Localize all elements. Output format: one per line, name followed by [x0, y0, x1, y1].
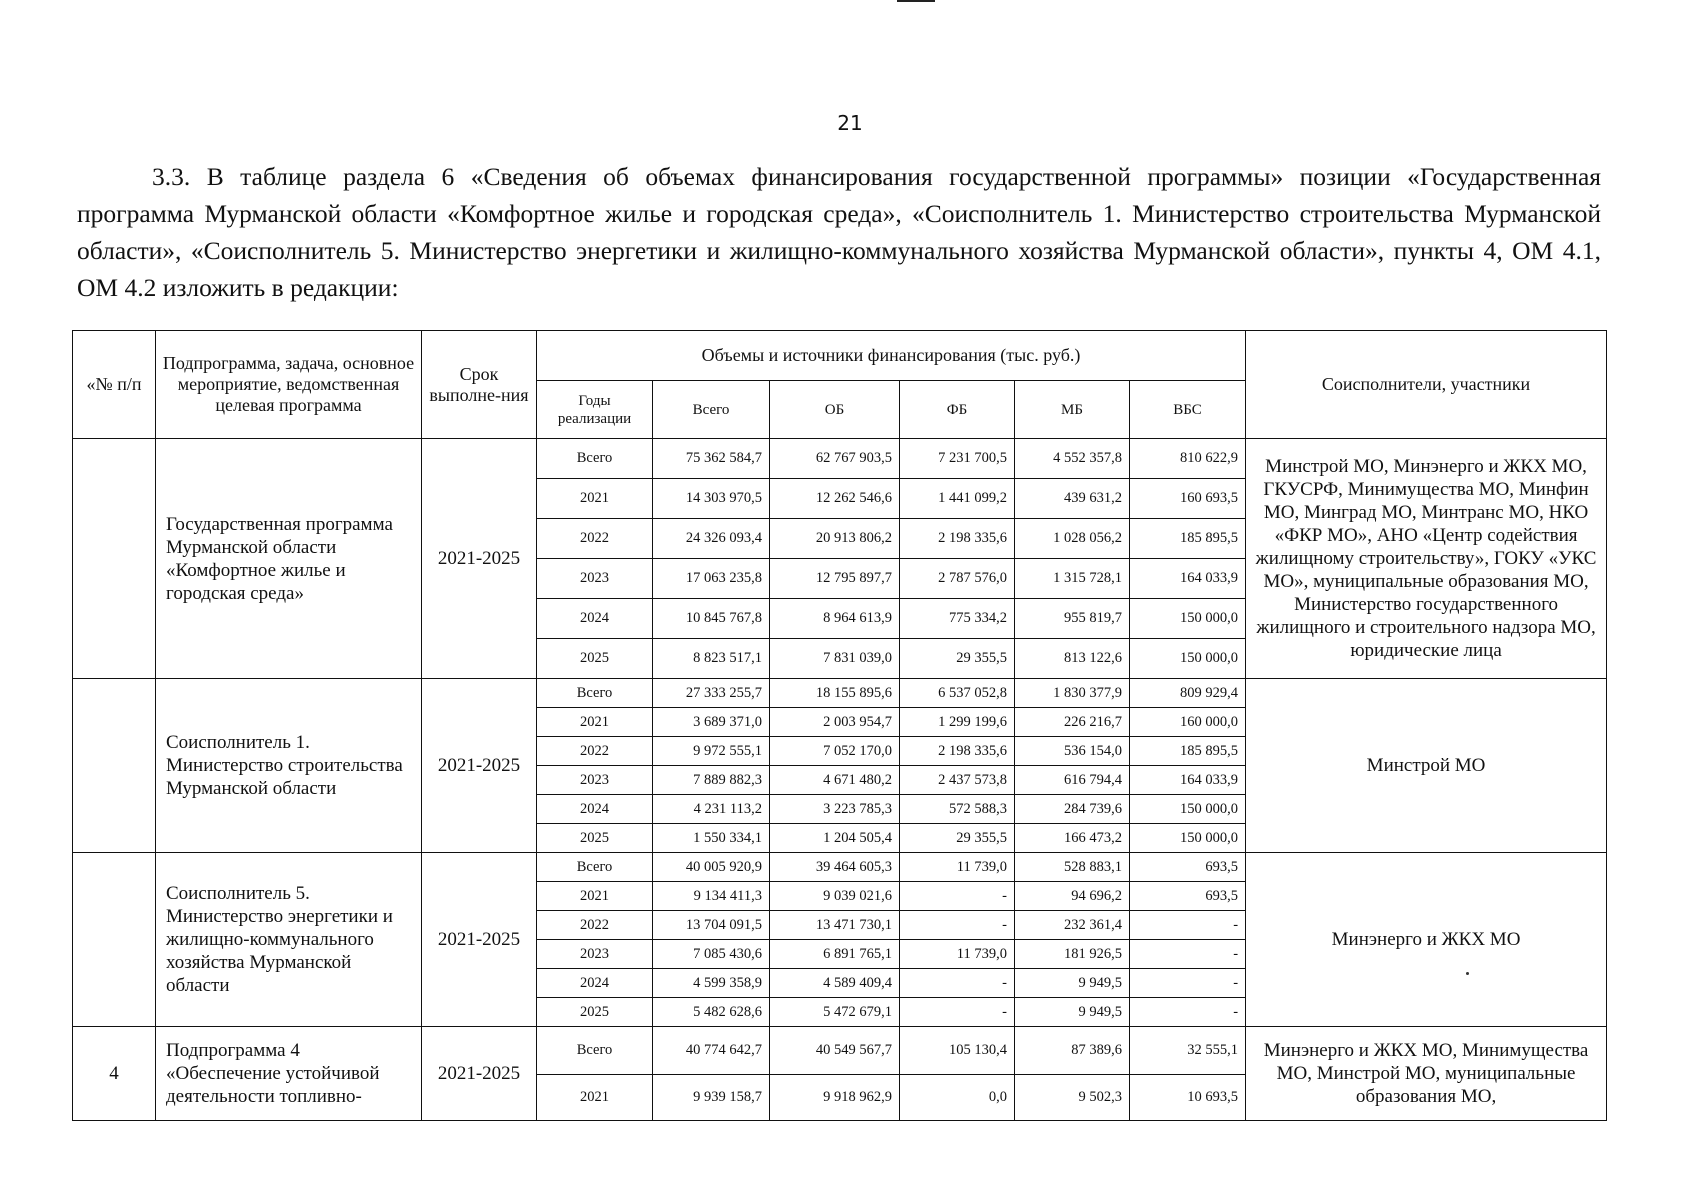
- cell-total: 10 845 767,8: [653, 599, 770, 639]
- cell-mb: 181 926,5: [1015, 940, 1130, 969]
- row-term: 2021-2025: [422, 1027, 537, 1121]
- table-body: [73, 439, 1607, 1121]
- cell-mb: 616 794,4: [1015, 766, 1130, 795]
- cell-vbs: 693,5: [1130, 853, 1246, 882]
- cell-fb: 1 299 199,6: [900, 708, 1015, 737]
- cell-fb: 0,0: [900, 1075, 1015, 1121]
- row-name: Соисполнитель 1. Министерство строительства Мурманской области: [156, 679, 422, 853]
- cell-vbs: 160 000,0: [1130, 708, 1246, 737]
- cell-fb: 105 130,4: [900, 1027, 1015, 1075]
- cell-mb: 87 389,6: [1015, 1027, 1130, 1075]
- cell-year: 2024: [537, 795, 653, 824]
- table-row: [73, 1027, 1607, 1075]
- cell-fb: -: [900, 911, 1015, 940]
- cell-vbs: 164 033,9: [1130, 559, 1246, 599]
- cell-fb: 2 787 576,0: [900, 559, 1015, 599]
- cell-fb: -: [900, 882, 1015, 911]
- cell-mb: 232 361,4: [1015, 911, 1130, 940]
- row-num: [73, 439, 156, 679]
- cell-fb: 11 739,0: [900, 940, 1015, 969]
- header-total: Всего: [653, 381, 770, 439]
- cell-year: 2023: [537, 766, 653, 795]
- cell-mb: 955 819,7: [1015, 599, 1130, 639]
- cell-year: 2024: [537, 969, 653, 998]
- cell-ob: 3 223 785,3: [770, 795, 900, 824]
- cell-fb: 11 739,0: [900, 853, 1015, 882]
- cell-year: 2022: [537, 737, 653, 766]
- cell-vbs: 809 929,4: [1130, 679, 1246, 708]
- cell-year: 2022: [537, 911, 653, 940]
- cell-mb: 226 216,7: [1015, 708, 1130, 737]
- table-row: [73, 439, 1607, 479]
- page-number: 21: [837, 111, 863, 135]
- cell-ob: 12 795 897,7: [770, 559, 900, 599]
- cell-vbs: 693,5: [1130, 882, 1246, 911]
- cell-vbs: -: [1130, 911, 1246, 940]
- cell-ob: 9 039 021,6: [770, 882, 900, 911]
- cell-mb: 9 949,5: [1015, 969, 1130, 998]
- cell-vbs: 185 895,5: [1130, 519, 1246, 559]
- cell-fb: 29 355,5: [900, 639, 1015, 679]
- cell-total: 8 823 517,1: [653, 639, 770, 679]
- cell-ob: 18 155 895,6: [770, 679, 900, 708]
- table-row: [73, 679, 1607, 708]
- cell-vbs: 150 000,0: [1130, 639, 1246, 679]
- row-name: Государственная программа Мурманской области «Комфортное жилье и городская среда»: [156, 439, 422, 679]
- cell-fb: 572 588,3: [900, 795, 1015, 824]
- cell-mb: 1 830 377,9: [1015, 679, 1130, 708]
- cell-year: 2025: [537, 824, 653, 853]
- intro-paragraph: 3.3. В таблице раздела 6 «Сведения об объемах финансирования государственной программы» позиции «Государственная программа Мурманской области «Комфортное жилье и городская среда», «Соисполнитель 1. Министерство строительства Мурманской области», «Соисполнитель 5. Министерство энергетики и жилищно-коммунального хозяйства Мурманской области», пункты 4, ОМ 4.1, ОМ 4.2 изложить в редакции:: [77, 162, 1601, 302]
- cell-total: 17 063 235,8: [653, 559, 770, 599]
- row-term: 2021-2025: [422, 439, 537, 679]
- row-participants: Минстрой МО: [1246, 679, 1607, 853]
- header-vbs: ВБС: [1130, 381, 1246, 439]
- cell-vbs: 10 693,5: [1130, 1075, 1246, 1121]
- cell-year: 2025: [537, 639, 653, 679]
- row-name: Соисполнитель 5. Министерство энергетики и жилищно-коммунального хозяйства Мурманской области: [156, 853, 422, 1027]
- cell-total: 5 482 628,6: [653, 998, 770, 1027]
- cell-year: Всего: [537, 853, 653, 882]
- cell-mb: 528 883,1: [1015, 853, 1130, 882]
- cell-mb: 284 739,6: [1015, 795, 1130, 824]
- cell-total: 27 333 255,7: [653, 679, 770, 708]
- cell-ob: 8 964 613,9: [770, 599, 900, 639]
- row-participants: Минэнерго и ЖКХ МО, Минимущества МО, Минстрой МО, муниципальные образования МО,: [1246, 1027, 1607, 1121]
- cell-total: 13 704 091,5: [653, 911, 770, 940]
- cell-total: 3 689 371,0: [653, 708, 770, 737]
- cell-year: 2023: [537, 559, 653, 599]
- cell-ob: 4 589 409,4: [770, 969, 900, 998]
- cell-mb: 4 552 357,8: [1015, 439, 1130, 479]
- cell-year: Всего: [537, 439, 653, 479]
- cell-mb: 813 122,6: [1015, 639, 1130, 679]
- cell-total: 9 939 158,7: [653, 1075, 770, 1121]
- header-term: Срок выполне-ния: [422, 331, 537, 439]
- cell-total: 9 134 411,3: [653, 882, 770, 911]
- cell-mb: 536 154,0: [1015, 737, 1130, 766]
- cell-ob: 4 671 480,2: [770, 766, 900, 795]
- cell-vbs: 150 000,0: [1130, 824, 1246, 853]
- row-num: [73, 853, 156, 1027]
- cell-vbs: 810 622,9: [1130, 439, 1246, 479]
- cell-total: 7 889 882,3: [653, 766, 770, 795]
- cell-total: 40 774 642,7: [653, 1027, 770, 1075]
- header-years: Годы реализации: [537, 381, 653, 439]
- cell-fb: 2 437 573,8: [900, 766, 1015, 795]
- row-participants: Минстрой МО, Минэнерго и ЖКХ МО, ГКУСРФ, Минимущества МО, Минфин МО, Минград МО, Минтранс МО, НКО «ФКР МО», АНО «Центр содействия жилищному строительству», ГОКУ «УКС МО», муниципальные образования МО, Министерство государственного жилищного и строительного надзора МО, юридические лица: [1246, 439, 1607, 679]
- cell-vbs: 164 033,9: [1130, 766, 1246, 795]
- cell-vbs: 150 000,0: [1130, 795, 1246, 824]
- cell-fb: 775 334,2: [900, 599, 1015, 639]
- cell-fb: -: [900, 969, 1015, 998]
- cell-ob: 9 918 962,9: [770, 1075, 900, 1121]
- cell-total: 40 005 920,9: [653, 853, 770, 882]
- cell-mb: 1 028 056,2: [1015, 519, 1130, 559]
- scan-speck: [1466, 972, 1469, 975]
- cell-year: 2021: [537, 1075, 653, 1121]
- cell-mb: 439 631,2: [1015, 479, 1130, 519]
- cell-year: 2025: [537, 998, 653, 1027]
- cell-vbs: -: [1130, 969, 1246, 998]
- row-participants: Минэнерго и ЖКХ МО: [1246, 853, 1607, 1027]
- cell-ob: 40 549 567,7: [770, 1027, 900, 1075]
- cell-ob: 62 767 903,5: [770, 439, 900, 479]
- cell-total: 24 326 093,4: [653, 519, 770, 559]
- cell-mb: 1 315 728,1: [1015, 559, 1130, 599]
- cell-year: 2022: [537, 519, 653, 559]
- cell-year: 2021: [537, 882, 653, 911]
- cell-ob: 12 262 546,6: [770, 479, 900, 519]
- row-num: [73, 679, 156, 853]
- cell-ob: 2 003 954,7: [770, 708, 900, 737]
- cell-year: Всего: [537, 1027, 653, 1075]
- row-name: Подпрограмма 4 «Обеспечение устойчивой деятельности топливно-: [156, 1027, 422, 1121]
- financing-table: [72, 330, 1607, 1121]
- cell-vbs: 160 693,5: [1130, 479, 1246, 519]
- cell-total: 1 550 334,1: [653, 824, 770, 853]
- cell-vbs: 150 000,0: [1130, 599, 1246, 639]
- header-mb: МБ: [1015, 381, 1130, 439]
- cell-fb: 1 441 099,2: [900, 479, 1015, 519]
- cell-ob: 20 913 806,2: [770, 519, 900, 559]
- cell-mb: 9 502,3: [1015, 1075, 1130, 1121]
- header-fb: ФБ: [900, 381, 1015, 439]
- cell-year: 2021: [537, 708, 653, 737]
- cell-ob: 39 464 605,3: [770, 853, 900, 882]
- row-term: 2021-2025: [422, 679, 537, 853]
- top-edge-mark: [897, 0, 935, 2]
- header-name: Подпрограмма, задача, основное мероприятие, ведомственная целевая программа: [156, 331, 422, 439]
- cell-fb: -: [900, 998, 1015, 1027]
- cell-fb: 7 231 700,5: [900, 439, 1015, 479]
- cell-mb: 166 473,2: [1015, 824, 1130, 853]
- cell-total: 9 972 555,1: [653, 737, 770, 766]
- cell-vbs: -: [1130, 940, 1246, 969]
- cell-fb: 29 355,5: [900, 824, 1015, 853]
- cell-total: 4 599 358,9: [653, 969, 770, 998]
- cell-ob: 7 052 170,0: [770, 737, 900, 766]
- header-participants: Соисполнители, участники: [1246, 331, 1607, 439]
- header-num: «№ п/п: [73, 331, 156, 439]
- cell-year: Всего: [537, 679, 653, 708]
- row-term: 2021-2025: [422, 853, 537, 1027]
- cell-year: 2024: [537, 599, 653, 639]
- cell-vbs: 32 555,1: [1130, 1027, 1246, 1075]
- cell-fb: 2 198 335,6: [900, 519, 1015, 559]
- cell-ob: 1 204 505,4: [770, 824, 900, 853]
- cell-vbs: 185 895,5: [1130, 737, 1246, 766]
- cell-total: 4 231 113,2: [653, 795, 770, 824]
- cell-year: 2021: [537, 479, 653, 519]
- cell-fb: 6 537 052,8: [900, 679, 1015, 708]
- cell-ob: 13 471 730,1: [770, 911, 900, 940]
- cell-ob: 7 831 039,0: [770, 639, 900, 679]
- table-row: [73, 853, 1607, 882]
- row-num: 4: [73, 1027, 156, 1121]
- cell-total: 14 303 970,5: [653, 479, 770, 519]
- header-funding: Объемы и источники финансирования (тыс. руб.): [537, 331, 1246, 381]
- header-ob: ОБ: [770, 381, 900, 439]
- cell-mb: 9 949,5: [1015, 998, 1130, 1027]
- cell-ob: 6 891 765,1: [770, 940, 900, 969]
- cell-mb: 94 696,2: [1015, 882, 1130, 911]
- cell-fb: 2 198 335,6: [900, 737, 1015, 766]
- cell-vbs: -: [1130, 998, 1246, 1027]
- cell-total: 75 362 584,7: [653, 439, 770, 479]
- cell-ob: 5 472 679,1: [770, 998, 900, 1027]
- cell-total: 7 085 430,6: [653, 940, 770, 969]
- cell-year: 2023: [537, 940, 653, 969]
